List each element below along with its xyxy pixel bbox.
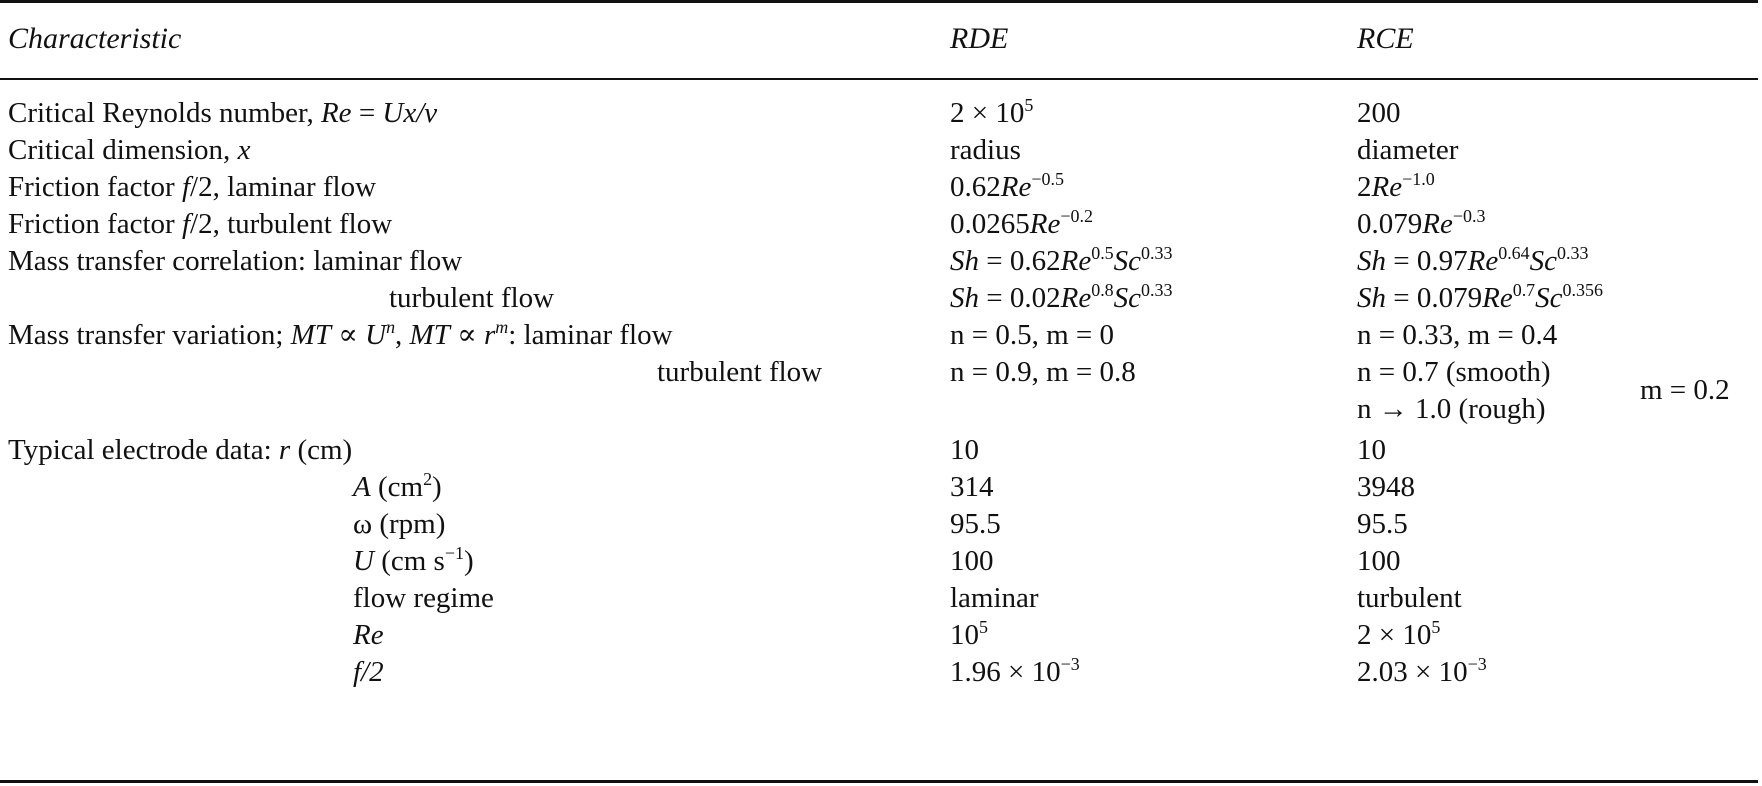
mt-corr-lam-label: Mass transfer correlation: laminar flow bbox=[8, 245, 463, 277]
typical-u-rce: 100 bbox=[1357, 545, 1401, 577]
typical-w-label: ω (rpm) bbox=[353, 508, 446, 540]
mt-corr-turb-label: turbulent flow bbox=[389, 282, 555, 314]
flow-regime-label: flow regime bbox=[353, 582, 494, 614]
typical-r-rde: 10 bbox=[950, 434, 979, 466]
critical-re-label: Critical Reynolds number, Re = Ux/ν bbox=[8, 97, 438, 129]
re-rde: $10^5$ bbox=[950, 616, 988, 651]
typical-a-rde: 314 bbox=[950, 471, 994, 503]
mt-corr-turb-rde: $Sh = 0.02Re^{0.8}Sc^{0.33}$ bbox=[950, 279, 1173, 314]
header-rule bbox=[0, 78, 1758, 80]
typical-u-label: U (cm $s^{-1}$) bbox=[353, 542, 474, 577]
mt-var-turb-rce-smooth: n = 0.7 (smooth) bbox=[1357, 356, 1551, 388]
re-rce: $2 \times 10^5$ bbox=[1357, 616, 1441, 651]
mt-var-turb-rce-m: m = 0.2 bbox=[1640, 374, 1730, 406]
friction-lam-label: Friction factor f/2, laminar flow bbox=[8, 171, 377, 203]
critical-re-rce: 200 bbox=[1357, 97, 1401, 129]
f2-label: f/2 bbox=[353, 656, 384, 688]
header-rce: RCE bbox=[1357, 22, 1414, 55]
typical-u-rde: 100 bbox=[950, 545, 994, 577]
friction-turb-rde: $0.0265Re^{-0.2}$ bbox=[950, 205, 1093, 240]
flow-regime-rde: laminar bbox=[950, 582, 1039, 614]
f2-rde: $1.96 \times 10^{-3}$ bbox=[950, 653, 1080, 688]
friction-turb-rce: $0.079Re^{-0.3}$ bbox=[1357, 205, 1486, 240]
f2-rce: $2.03 \times 10^{-3}$ bbox=[1357, 653, 1487, 688]
top-rule bbox=[0, 0, 1758, 3]
bottom-rule bbox=[0, 780, 1758, 783]
friction-lam-rde: $0.62Re^{-0.5}$ bbox=[950, 168, 1064, 203]
typical-r-label: Typical electrode data: r (cm) bbox=[8, 434, 353, 466]
flow-regime-rce: turbulent bbox=[1357, 582, 1462, 614]
typical-a-label: A $(cm^2)$ bbox=[353, 468, 442, 503]
mt-var-turb-rde: n = 0.9, m = 0.8 bbox=[950, 356, 1136, 388]
mt-var-turb-rce-rough: n → 1.0 (rough) bbox=[1357, 393, 1546, 425]
re-label: Re bbox=[353, 619, 384, 651]
typical-r-rce: 10 bbox=[1357, 434, 1386, 466]
mt-corr-turb-rce: $Sh = 0.079Re^{0.7}Sc^{0.356}$ bbox=[1357, 279, 1603, 314]
mt-corr-lam-rde: $Sh = 0.62Re^{0.5}Sc^{0.33}$ bbox=[950, 242, 1173, 277]
header-characteristic: Characteristic bbox=[8, 22, 182, 55]
header-rde: RDE bbox=[950, 22, 1009, 55]
critical-dim-label: Critical dimension, x bbox=[8, 134, 251, 166]
critical-dim-rde: radius bbox=[950, 134, 1021, 166]
mt-var-lam-label: Mass transfer variation; MT ∝ $U^n$, MT ∝ $r^m$: laminar flow bbox=[8, 316, 673, 351]
typical-w-rce: 95.5 bbox=[1357, 508, 1408, 540]
friction-turb-label: Friction factor f/2, turbulent flow bbox=[8, 208, 393, 240]
critical-dim-rce: diameter bbox=[1357, 134, 1459, 166]
typical-w-rde: 95.5 bbox=[950, 508, 1001, 540]
mt-var-lam-rce: n = 0.33, m = 0.4 bbox=[1357, 319, 1558, 351]
mt-corr-lam-rce: $Sh = 0.97Re^{0.64}Sc^{0.33}$ bbox=[1357, 242, 1589, 277]
mt-var-turb-label: turbulent flow bbox=[657, 356, 823, 388]
typical-a-rce: 3948 bbox=[1357, 471, 1415, 503]
friction-lam-rce: $2Re^{-1.0}$ bbox=[1357, 168, 1435, 203]
mt-var-lam-rde: n = 0.5, m = 0 bbox=[950, 319, 1115, 351]
critical-re-rde: $2 \times 10^5$ bbox=[950, 94, 1034, 129]
